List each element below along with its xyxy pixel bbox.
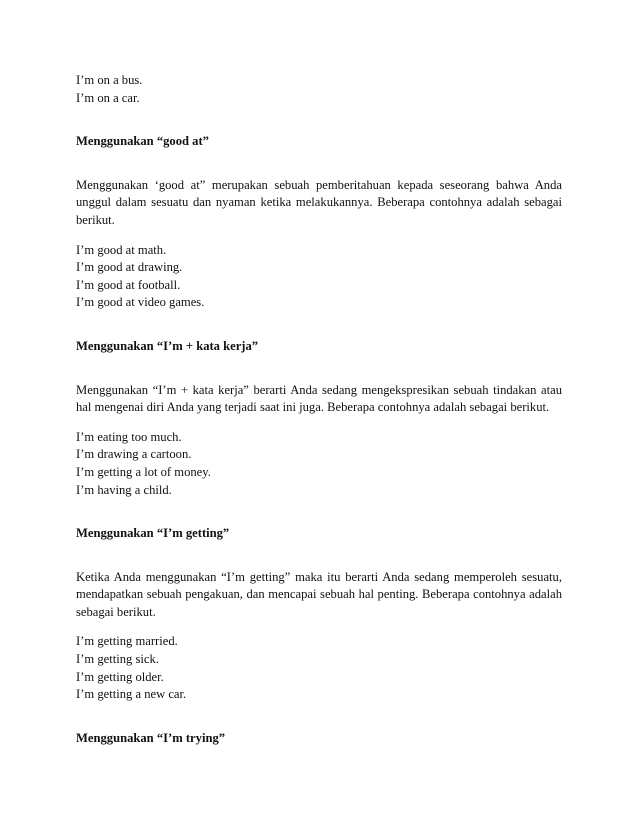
example-line: I’m getting older. <box>76 669 164 684</box>
example-line: I’m getting a new car. <box>76 687 187 702</box>
example-line: I’m on a car. <box>76 90 140 105</box>
section-heading: Menggunakan “I’m + kata kerja” <box>76 338 259 353</box>
example-line: I’m on a bus. <box>76 73 143 87</box>
example-line: I’m good at football. <box>76 277 181 292</box>
intro-examples <box>76 72 562 107</box>
example-line: I’m getting sick. <box>76 652 159 667</box>
section-heading: Menggunakan “I’m trying” <box>76 730 226 745</box>
example-list <box>76 633 562 703</box>
example-line: I’m eating too much. <box>76 429 182 444</box>
section-paragraph: Menggunakan ‘good at” merupakan sebuah pemberitahuan kepada seseorang bahwa Anda unggul dalam sesuatu dan nyaman ketika melakukannya. Beberapa contohnya adalah sebagai berikut. <box>76 177 562 227</box>
example-line: I’m good at video games. <box>76 295 205 310</box>
document-page <box>76 72 562 747</box>
example-line: I’m good at math. <box>76 242 167 257</box>
section-heading: Menggunakan “I’m getting” <box>76 526 230 541</box>
example-line: I’m having a child. <box>76 482 172 497</box>
section-paragraph: Ketika Anda menggunakan “I’m getting” maka itu berarti Anda sedang memperoleh sesuatu, mendapatkan sebuah pengakuan, dan mencapai sebuah hal penting. Beberapa contohnya adalah sebagai berikut. <box>76 569 562 619</box>
example-line: I’m good at drawing. <box>76 260 183 275</box>
example-line: I’m drawing a cartoon. <box>76 447 192 462</box>
example-list <box>76 429 562 499</box>
example-line: I’m getting married. <box>76 634 178 649</box>
section-heading: Menggunakan “good at” <box>76 134 209 149</box>
example-line: I’m getting a lot of money. <box>76 464 211 479</box>
example-list <box>76 242 562 312</box>
section-paragraph: Menggunakan “I’m + kata kerja” berarti Anda sedang mengekspresikan sebuah tindakan atau hal mengenai diri Anda yang terjadi saat ini juga. Beberapa contohnya adalah sebagai berikut. <box>76 382 562 415</box>
